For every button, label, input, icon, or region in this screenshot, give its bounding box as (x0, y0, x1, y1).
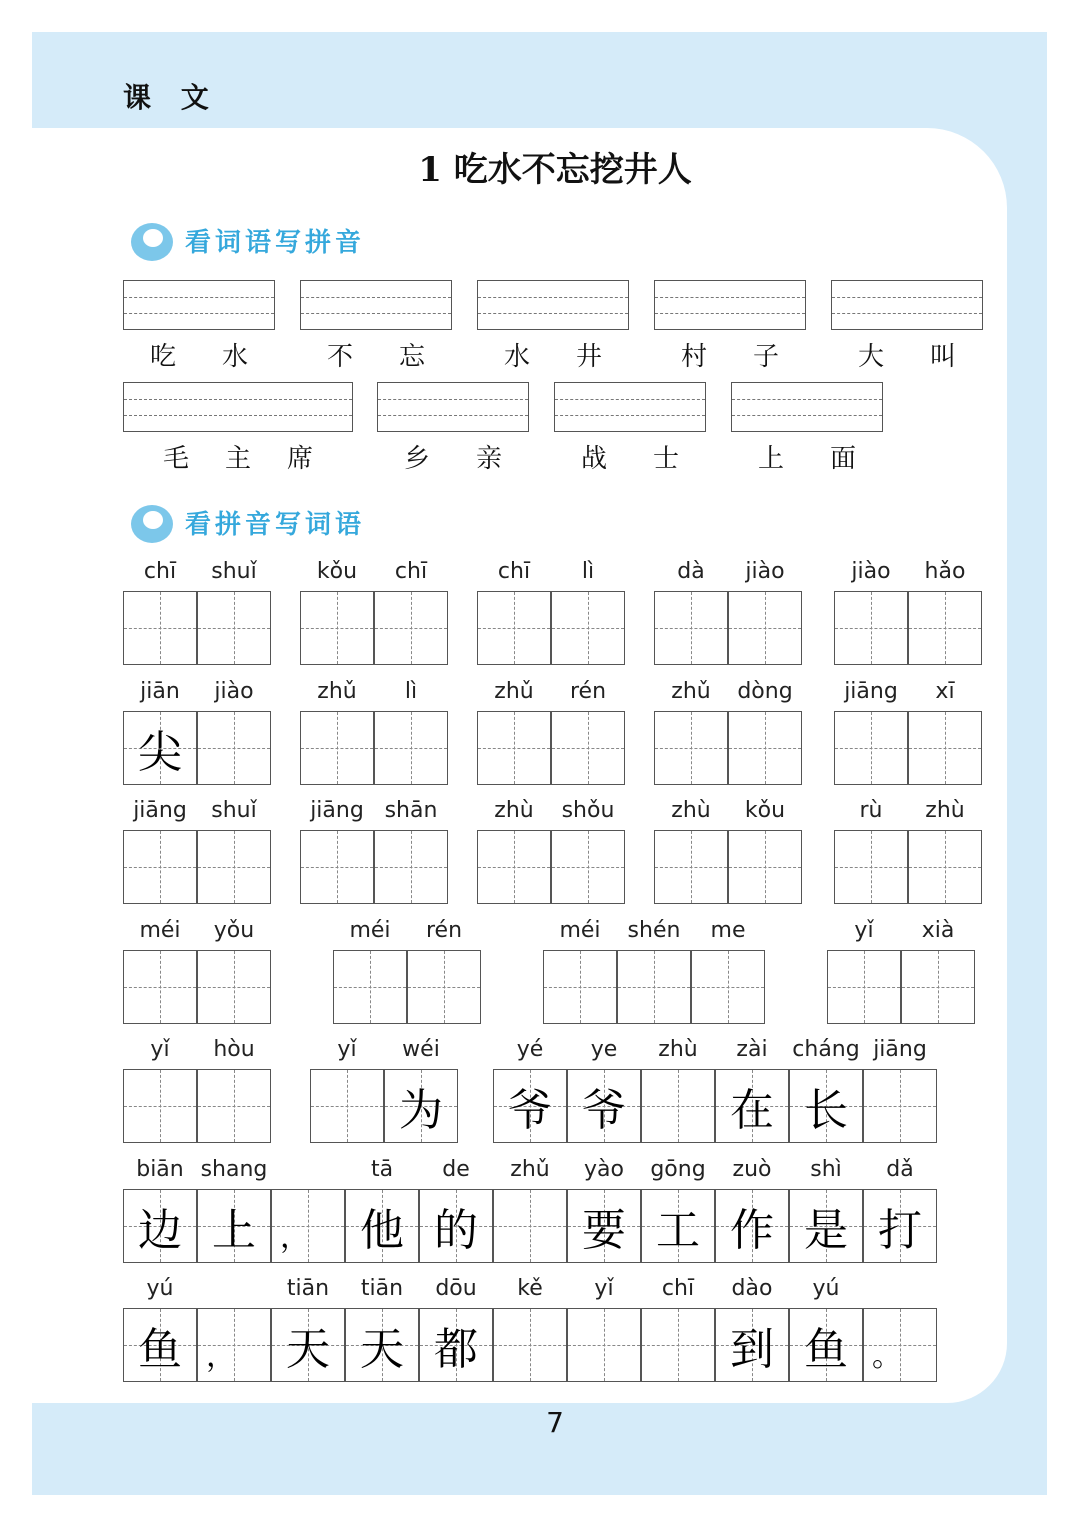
given-character (494, 1190, 566, 1262)
tianzige-cell[interactable] (543, 950, 617, 1024)
pinyin-label: shén (627, 918, 681, 943)
given-character (375, 712, 447, 784)
given-character (692, 951, 764, 1023)
word-character: 面 (829, 444, 856, 474)
given-character (729, 831, 801, 903)
pinyin-label: tiān (360, 1276, 404, 1301)
given-character: 打 (878, 1205, 922, 1256)
tianzige-cell[interactable] (728, 830, 802, 904)
pinyin-label: xī (935, 679, 955, 704)
tianzige-cell[interactable] (715, 1308, 789, 1382)
word-character: 井 (575, 342, 602, 372)
pinyin-label: rù (859, 798, 883, 823)
given-character (902, 951, 974, 1023)
given-character (198, 951, 270, 1023)
tianzige-cell[interactable] (123, 711, 197, 785)
tianzige-cell[interactable] (123, 950, 197, 1024)
pinyin-label: de (442, 1157, 470, 1182)
given-character (198, 831, 270, 903)
given-character (494, 1309, 566, 1381)
pinyin-label: tiān (286, 1276, 330, 1301)
pinyin-label: hòu (213, 1037, 255, 1062)
given-character (655, 712, 727, 784)
tianzige-cell[interactable] (834, 830, 908, 904)
tianzige-cell[interactable] (419, 1189, 493, 1263)
pinyin-label: xià (921, 918, 955, 943)
tianzige-cell[interactable] (908, 711, 982, 785)
tianzige-cell[interactable] (374, 830, 448, 904)
pinyin-label: wéi (402, 1037, 440, 1062)
given-character: 尖 (138, 727, 182, 778)
given-character (478, 712, 550, 784)
given-character (311, 1070, 383, 1142)
given-character (301, 712, 373, 784)
tianzige-cell[interactable] (567, 1069, 641, 1143)
pinyin-label: jiāng (844, 679, 898, 704)
tianzige-cell[interactable] (715, 1069, 789, 1143)
tianzige-cell[interactable] (374, 711, 448, 785)
given-character (828, 951, 900, 1023)
tianzige-cell[interactable] (384, 1069, 458, 1143)
given-character: 边 (138, 1205, 182, 1256)
tianzige-cell[interactable] (863, 1189, 937, 1263)
given-character (552, 831, 624, 903)
pinyin-answer-box[interactable] (123, 382, 353, 432)
tianzige-cell[interactable] (863, 1308, 937, 1382)
given-character: 爷 (508, 1085, 552, 1136)
given-character (729, 592, 801, 664)
pinyin-label: dào (731, 1276, 773, 1301)
given-character (375, 592, 447, 664)
given-character (124, 592, 196, 664)
given-character (864, 1070, 936, 1142)
tianzige-cell[interactable] (834, 591, 908, 665)
pinyin-label: shang (200, 1157, 268, 1182)
pinyin-label: chī (661, 1276, 695, 1301)
given-character (835, 831, 907, 903)
pinyin-label: gōng (650, 1157, 706, 1182)
tianzige-cell[interactable] (310, 1069, 384, 1143)
pinyin-label: chī (394, 559, 428, 584)
pinyin-label: jiāng (133, 798, 187, 823)
tianzige-cell[interactable] (123, 591, 197, 665)
word-character: 水 (221, 342, 248, 372)
tianzige-cell[interactable] (345, 1189, 419, 1263)
tianzige-cell[interactable] (551, 830, 625, 904)
given-character: 爷 (582, 1085, 626, 1136)
pinyin-label: hǎo (924, 559, 966, 584)
given-character: 是 (804, 1205, 848, 1256)
pinyin-label: lì (581, 559, 595, 584)
tianzige-cell[interactable] (551, 591, 625, 665)
pinyin-label: yú (146, 1276, 174, 1301)
pinyin-answer-box[interactable] (377, 382, 529, 432)
pinyin-answer-box[interactable] (731, 382, 883, 432)
tianzige-cell[interactable] (827, 950, 901, 1024)
word-character: 席 (286, 444, 313, 474)
pinyin-label: shuǐ (211, 798, 257, 823)
tianzige-cell[interactable] (863, 1069, 937, 1143)
given-character (835, 712, 907, 784)
tianzige-cell[interactable] (789, 1308, 863, 1382)
given-character: 的 (434, 1205, 478, 1256)
tianzige-cell[interactable] (908, 830, 982, 904)
tianzige-cell[interactable] (300, 591, 374, 665)
tianzige-cell[interactable] (728, 591, 802, 665)
given-character: 天 (286, 1324, 330, 1375)
page-number: 7 (546, 1406, 564, 1439)
tianzige-cell[interactable] (197, 830, 271, 904)
pinyin-label: kě (517, 1276, 543, 1301)
given-character (909, 592, 981, 664)
word-character: 水 (503, 342, 530, 372)
pinyin-label: cháng (792, 1037, 860, 1062)
tianzige-cell[interactable] (654, 591, 728, 665)
tianzige-cell[interactable] (715, 1189, 789, 1263)
given-character (124, 1070, 196, 1142)
pinyin-label: yǐ (150, 1037, 170, 1062)
tianzige-cell[interactable] (123, 1189, 197, 1263)
pinyin-label: zài (736, 1037, 768, 1062)
given-character (124, 951, 196, 1023)
pinyin-label: zhù (925, 798, 965, 823)
tianzige-cell[interactable] (197, 950, 271, 1024)
section-look-pinyin-write-words (125, 494, 365, 550)
given-character (835, 592, 907, 664)
pinyin-answer-box[interactable] (300, 280, 452, 330)
pinyin-answer-box[interactable] (123, 280, 275, 330)
pinyin-label: méi (349, 918, 391, 943)
tianzige-cell[interactable] (654, 711, 728, 785)
pinyin-label: chī (497, 559, 531, 584)
given-character (642, 1309, 714, 1381)
pinyin-label: jiān (140, 679, 180, 704)
tianzige-cell[interactable] (834, 711, 908, 785)
pinyin-label: jiāng (873, 1037, 927, 1062)
tianzige-cell[interactable] (908, 591, 982, 665)
tianzige-cell[interactable] (493, 1308, 567, 1382)
pinyin-label: yǒu (213, 918, 255, 943)
tianzige-cell[interactable] (477, 830, 551, 904)
pinyin-label: kǒu (744, 798, 786, 823)
pinyin-answer-box[interactable] (654, 280, 806, 330)
tianzige-cell[interactable] (493, 1189, 567, 1263)
pinyin-label: jiào (851, 559, 891, 584)
tianzige-cell[interactable] (197, 591, 271, 665)
pinyin-label: zhǔ (671, 679, 711, 704)
pinyin-label: me (710, 918, 746, 943)
given-character (568, 1309, 640, 1381)
tianzige-cell[interactable] (477, 711, 551, 785)
tianzige-cell[interactable] (493, 1069, 567, 1143)
given-character (478, 831, 550, 903)
pinyin-label: zhù (671, 798, 711, 823)
section-look-words-write-pinyin (125, 212, 365, 268)
tianzige-cell[interactable] (551, 711, 625, 785)
given-character (618, 951, 690, 1023)
pinyin-label: ye (590, 1037, 618, 1062)
pinyin-label: zhù (658, 1037, 698, 1062)
given-character: 上 (212, 1205, 256, 1256)
given-character: 在 (730, 1085, 774, 1136)
given-character: 。 (872, 1339, 902, 1374)
pinyin-label: dǎ (886, 1157, 914, 1182)
tianzige-cell[interactable] (123, 1069, 197, 1143)
word-character: 忘 (398, 342, 425, 372)
word-character: 上 (757, 444, 784, 474)
tianzige-cell[interactable] (123, 830, 197, 904)
tianzige-cell[interactable] (641, 1189, 715, 1263)
pinyin-label: dà (677, 559, 705, 584)
pinyin-label: zhù (494, 798, 534, 823)
pinyin-label: rén (569, 679, 607, 704)
section-title: 看词语写拼音 (185, 227, 366, 258)
tianzige-cell[interactable] (123, 1308, 197, 1382)
tianzige-cell[interactable] (345, 1308, 419, 1382)
tianzige-cell[interactable] (271, 1189, 345, 1263)
word-character: 亲 (475, 444, 502, 474)
given-character: 天 (360, 1324, 404, 1375)
given-character (198, 712, 270, 784)
given-character: 到 (730, 1324, 774, 1375)
pinyin-label: rén (425, 918, 463, 943)
tianzige-cell[interactable] (654, 830, 728, 904)
given-character (301, 592, 373, 664)
tianzige-cell[interactable] (197, 711, 271, 785)
word-character: 乡 (403, 444, 430, 474)
tianzige-cell[interactable] (567, 1189, 641, 1263)
tianzige-cell[interactable] (374, 591, 448, 665)
given-character (909, 831, 981, 903)
given-character: 都 (434, 1324, 478, 1375)
panda-icon (125, 215, 181, 265)
given-character (729, 712, 801, 784)
pinyin-label: yé (516, 1037, 544, 1062)
given-character: 鱼 (138, 1324, 182, 1375)
tianzige-cell[interactable] (197, 1308, 271, 1382)
pinyin-label: shǒu (561, 798, 615, 823)
word-character: 村 (680, 342, 707, 372)
pinyin-label: zhǔ (317, 679, 357, 704)
tianzige-cell[interactable] (197, 1069, 271, 1143)
pinyin-label: kǒu (316, 559, 358, 584)
tianzige-cell[interactable] (789, 1069, 863, 1143)
pinyin-label: dōu (435, 1276, 477, 1301)
pinyin-label: dòng (737, 679, 793, 704)
given-character: 工 (656, 1205, 700, 1256)
pinyin-label: lì (404, 679, 418, 704)
pinyin-label: yào (584, 1157, 624, 1182)
tianzige-cell[interactable] (300, 830, 374, 904)
pinyin-label: tā (370, 1157, 394, 1182)
given-character (642, 1070, 714, 1142)
given-character (655, 592, 727, 664)
given-character (478, 592, 550, 664)
word-character: 主 (224, 444, 251, 474)
lesson-title: 1 吃水不忘挖井人 (418, 150, 692, 190)
tianzige-cell[interactable] (641, 1308, 715, 1382)
pinyin-label: shuǐ (211, 559, 257, 584)
given-character: 要 (582, 1205, 626, 1256)
pinyin-label: chī (143, 559, 177, 584)
pinyin-label: zhǔ (494, 679, 534, 704)
tianzige-cell[interactable] (419, 1308, 493, 1382)
given-character (198, 1070, 270, 1142)
given-character (552, 712, 624, 784)
tianzige-cell[interactable] (789, 1189, 863, 1263)
tianzige-cell[interactable] (728, 711, 802, 785)
word-character: 吃 (149, 342, 176, 372)
pinyin-answer-box[interactable] (831, 280, 983, 330)
tianzige-cell[interactable] (407, 950, 481, 1024)
given-character (544, 951, 616, 1023)
word-character: 战 (580, 444, 607, 474)
word-character: 毛 (162, 444, 189, 474)
tianzige-cell[interactable] (567, 1308, 641, 1382)
word-character: 叫 (929, 342, 956, 372)
tianzige-cell[interactable] (901, 950, 975, 1024)
given-character (408, 951, 480, 1023)
pinyin-label: shì (810, 1157, 842, 1182)
given-character: ， (206, 1339, 236, 1374)
pinyin-label: shān (384, 798, 438, 823)
tianzige-cell[interactable] (477, 591, 551, 665)
given-character: 鱼 (804, 1324, 848, 1375)
tianzige-cell[interactable] (617, 950, 691, 1024)
pinyin-answer-box[interactable] (477, 280, 629, 330)
word-character: 士 (652, 444, 679, 474)
given-character: 长 (804, 1085, 848, 1136)
pinyin-label: méi (139, 918, 181, 943)
given-character: 他 (360, 1205, 404, 1256)
tianzige-cell[interactable] (300, 711, 374, 785)
given-character: ， (280, 1220, 310, 1255)
pinyin-label: yú (812, 1276, 840, 1301)
section-title: 看拼音写词语 (185, 509, 366, 540)
pinyin-label: jiāng (310, 798, 364, 823)
given-character (375, 831, 447, 903)
pinyin-label: biān (136, 1157, 184, 1182)
given-character: 为 (399, 1085, 443, 1136)
tianzige-cell[interactable] (271, 1308, 345, 1382)
given-character: 作 (730, 1205, 774, 1256)
pinyin-label: yǐ (594, 1276, 614, 1301)
given-character (655, 831, 727, 903)
pinyin-label: jiào (745, 559, 785, 584)
given-character (909, 712, 981, 784)
word-character: 大 (857, 342, 884, 372)
pinyin-label: méi (559, 918, 601, 943)
pinyin-label: yǐ (337, 1037, 357, 1062)
given-character (124, 831, 196, 903)
given-character (301, 831, 373, 903)
pinyin-label: zuò (732, 1157, 772, 1182)
given-character (198, 592, 270, 664)
word-character: 子 (752, 342, 779, 372)
word-character: 不 (326, 342, 353, 372)
given-character (334, 951, 406, 1023)
pinyin-answer-box[interactable] (554, 382, 706, 432)
header-label: 课 文 (123, 81, 219, 114)
panda-icon (125, 497, 181, 547)
pinyin-label: jiào (214, 679, 254, 704)
pinyin-label: zhǔ (510, 1157, 550, 1182)
tianzige-cell[interactable] (197, 1189, 271, 1263)
given-character (552, 592, 624, 664)
tianzige-cell[interactable] (691, 950, 765, 1024)
pinyin-label: yǐ (854, 918, 874, 943)
tianzige-cell[interactable] (333, 950, 407, 1024)
tianzige-cell[interactable] (641, 1069, 715, 1143)
